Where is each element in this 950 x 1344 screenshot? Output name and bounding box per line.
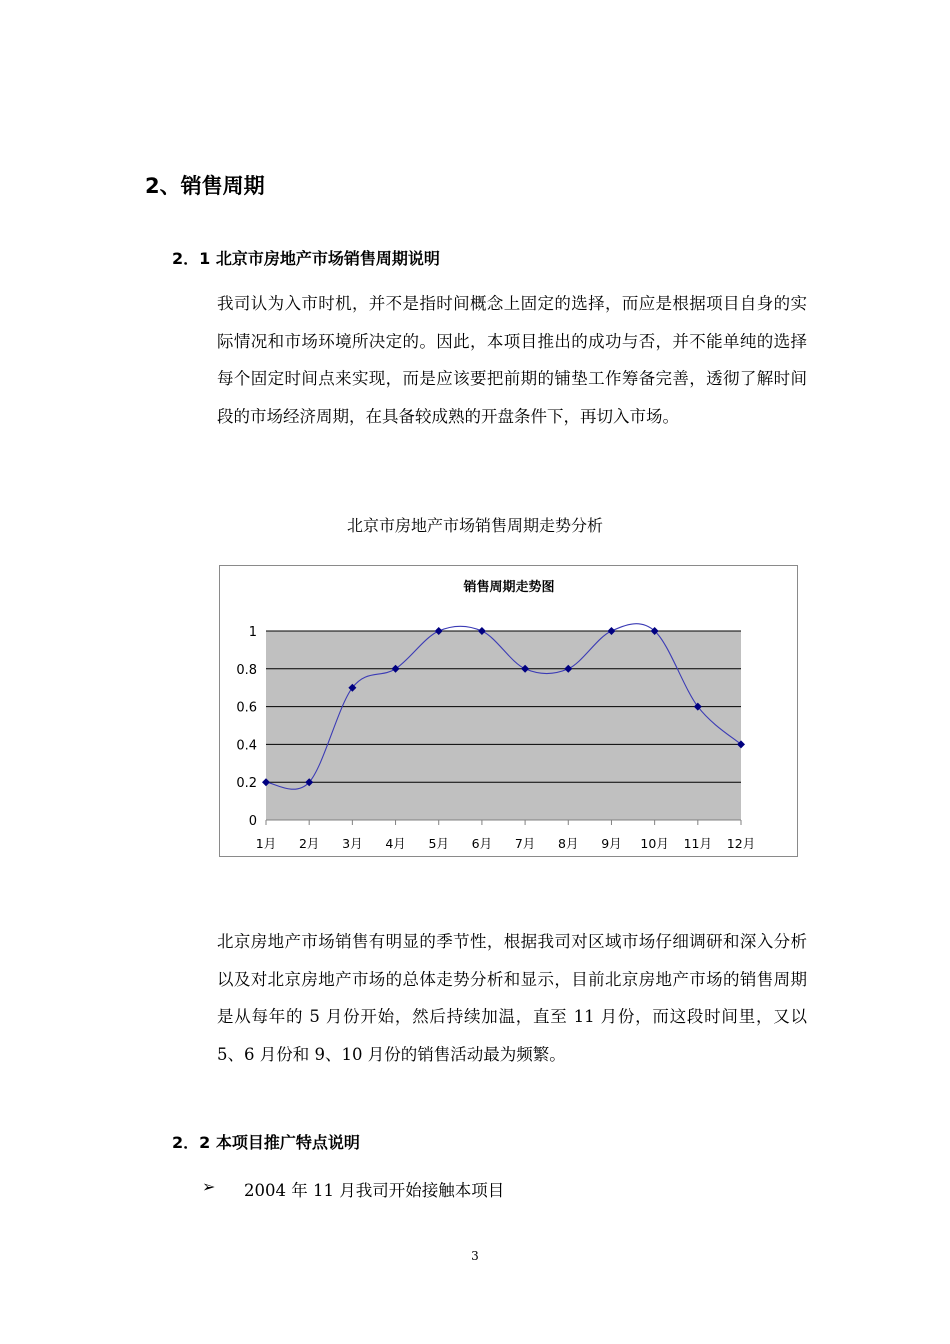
x-tick-label: 12月	[726, 836, 756, 851]
chart-title: 销售周期走势图	[463, 580, 555, 595]
sales-cycle-chart	[220, 566, 797, 856]
figure-caption: 北京市房地产市场销售周期走势分析	[346, 516, 603, 535]
chart-container	[219, 565, 798, 857]
x-tick-label: 11月	[683, 836, 713, 851]
x-tick-label: 1月	[255, 836, 277, 851]
x-tick-label: 4月	[385, 836, 406, 851]
y-tick-label: 0	[248, 814, 257, 829]
y-tick-label: 0.8	[236, 662, 257, 678]
x-tick-label: 10月	[640, 836, 669, 851]
subsection-heading-2-2: 2．2 本项目推广特点说明	[172, 1133, 360, 1152]
x-tick-label: 3月	[342, 836, 363, 851]
section-heading: 2、销售周期	[145, 174, 265, 198]
x-tick-label: 7月	[514, 836, 536, 851]
plot-area	[266, 631, 741, 820]
intro-paragraph: 我司认为入市时机，并不是指时间概念上固定的选择，而应是根据项目自身的实际情况和市场环境所决定的。因此，本项目推出的成功与否，并不能单纯的选择每个固定时间点来实现，而是应该要把前期的铺垫工作筹备完善，透彻了解时间段的市场经济周期，在具备较成熟的开盘条件下，再切入市场。	[217, 294, 807, 426]
y-tick-label: 0.6	[236, 700, 257, 716]
x-tick-label: 9月	[601, 836, 622, 851]
y-tick-label: 1	[248, 625, 257, 640]
page-number: 3	[471, 1249, 479, 1263]
y-tick-label: 0.2	[236, 776, 257, 792]
subsection-heading-2-1: 2．1 北京市房地产市场销售周期说明	[172, 249, 440, 268]
x-tick-label: 6月	[471, 836, 493, 851]
x-tick-label: 2月	[298, 836, 320, 851]
bullet-arrow-icon: ➢	[202, 1177, 216, 1196]
y-tick-label: 0.4	[236, 738, 257, 754]
seasonality-paragraph: 北京房地产市场销售有明显的季节性，根据我司对区域市场仔细调研和深入分析以及对北京房地产市场的总体走势分析和显示，目前北京房地产市场的销售周期是从每年的 5 月份开始，然后持续加温，直至 11 月份，而这段时间里，又以 5、6 月份和 9、10 月份的销售活动最为频繁。	[217, 932, 807, 1064]
x-tick-label: 8月	[558, 836, 579, 851]
x-tick-label: 5月	[428, 836, 449, 851]
bullet-item-text: 2004 年 11 月我司开始接触本项目	[244, 1181, 505, 1200]
